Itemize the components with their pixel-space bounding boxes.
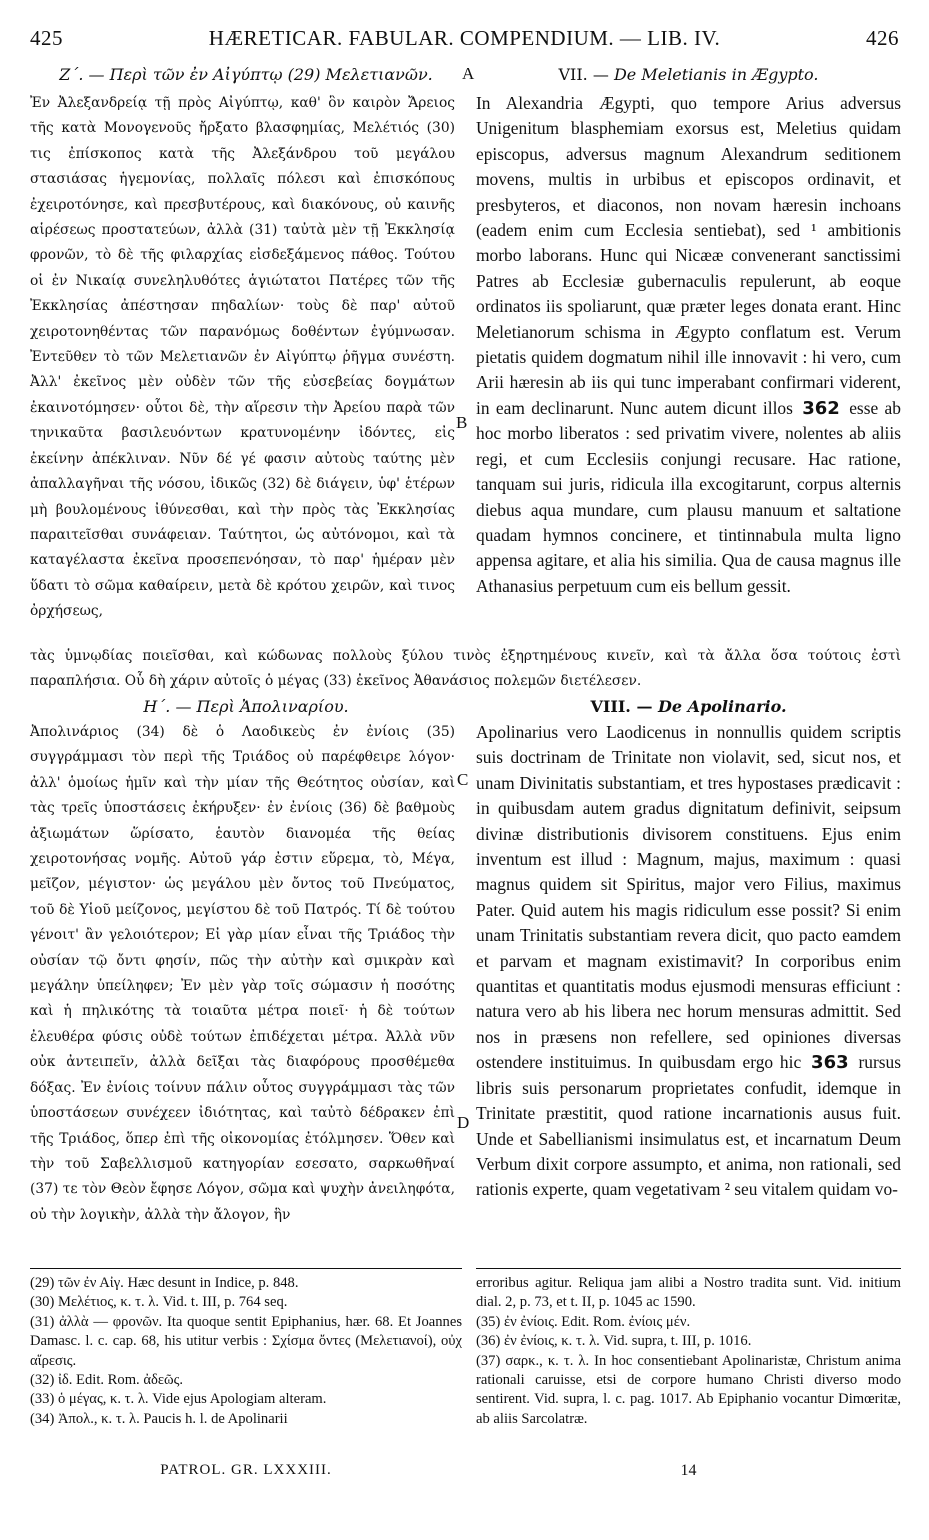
footer-right: 14 [680,1462,697,1479]
right-page-number: 426 [866,26,899,50]
footnote-31: (31) ἀλλὰ — φρονῶν. Ita quoque sentit Epiphanius, hær. 68. Et Joannes Damasc. l. c. cap. 68, his utitur verbis : Σχίσμα ὄντες (Μελετιανοί), οὐχ αἵρεσις. [30,1313,462,1369]
footnote-30: (30) Μελέτιος, κ. τ. λ. Vid. t. III, p. 764 seq. [30,1294,288,1311]
vii-latin-heading-num: VII. — [558,65,609,84]
vii-latin-column [476,91,901,599]
vii-latin-text [476,91,901,599]
viii-latin-text [476,720,901,1203]
vii-latin-text-b: esse ab hoc morbo liberatos : sed privatim vivere, nolentes ab aliis regi, et cum Ecclesiis conjungi recusare. Hac ratione, tanquam sui juris, ridicula illa excogitarunt, corpus alternis diebus aqua mundare, cum plausu manuum et saltatione quadam hymnos concinere, et tintinnabula multa ligno appensa agitare, et alia his similia. Qua de causa magnus ille Athanasius perpetuum cum eis bellum gessit. [476,397,901,596]
footnotes-left [30,1274,462,1429]
footer-left: PATROL. GR. LXXXIII. [160,1462,332,1478]
vii-greek-spanning-text: τὰς ὑμνῳδίας ποιεῖσθαι, καὶ κώδωνας πολλοὺς ξύλου τινὸς ἐξηρτημένους κινεῖν, καὶ τὰ ἄλλα ὅσα τούτοις ἐστὶ παραπλήσια. Οὗ δὴ χάριν αὐτοῖς ὁ μέγας (33) ἐκεῖνος Ἀθανάσιος πολεμῶν διετέλεσεν. [30,648,901,690]
viii-latin-heading-block [476,696,901,718]
viii-latin-heading-num: VIII. — [590,697,653,716]
footnote-35: (35) ἐν ἐνίοις. Edit. Rom. ἐνίοις μέν. [476,1313,691,1330]
viii-greek-column [30,720,455,1228]
viii-latin-heading-title: De Apolinario. [658,697,787,716]
vii-greek-text: Ἐν Ἀλεξανδρείᾳ τῇ πρὸς Αἰγύπτῳ, καθ' ὃν καιρὸν Ἄρειος τῆς κατὰ Μονογενοῦς ἤρξατο βλασφημίας, Μελέτιός (30) τις ἐπίσκοπος κατὰ τῆς Ἀλεξάνδρου τοῦ μεγάλου στασιάσας ἡγεμονίας, πολλαῖς πόλεσι καὶ ἐπισκόπους ἐχειροτόνησε, καὶ πρεσβυτέρους, καὶ διακόνους, οὐ καινῆς αἱρέσεως προστατεύων, ἀλλὰ (31) ταὐτὰ μὲν τῇ Ἐκκλησίᾳ φρονῶν, τὸ δὲ τῆς φιλαρχίας εἰσδεξάμενος πάθος. Τούτου οἱ ἐν Νικαίᾳ συνεληλυθότες ἁγιώτατοι Πατέρες τῶν τῆς Ἐκκλησίας ἀπέστησαν πηδαλίων· τοὺς δὲ παρ' αὐτοῦ χειροτονηθέντας τῶν παρανόμως δοθέντων ἐγύμνωσαν. Ἐντεῦθεν τὸ τῶν Μελετιανῶν ἐν Αἰγύπτῳ ῥῆγμα συνέστη. Ἀλλ' ἐκεῖνος μὲν οὐδὲν τῶν τῆς εὐσεβείας δογμάτων ἐκαινοτόμησεν· οὗτοι δὲ, τὴν αἵρεσιν τὴν Ἀρείου παρὰ τῶν τηνικαῦτα βασιλευόντων κρατυνομένην ἰδόντες, εἰς ἐκείνην ἀπέκλιναν. Νῦν δέ γέ φασιν αὐτοὺς ταύτης μὲν ἀπαλλαγῆναι τῆς νόσου, ἰδικῶς (32) δὲ διάγειν, ὑφ' ἑτέρων μὴ βουλομένους ἰθύνεσθαι, καὶ τὴν πρὸς τὰς Ἐκκλησίας παραιτεῖσθαι συνάφειαν. Ταύτητοι, ὡς αὐτόνομοι, καὶ τὰ καταγέλαστα ἐκεῖνα προσεπενόησαν, τὸ παρ' ἡμέραν μὲν ὕδατι τὸ σῶμα καθαίρειν, μετὰ δὲ κρότου χειρῶν, καὶ τινος ὀρχήσεως, [30,95,455,620]
left-page-number: 425 [30,26,63,50]
margin-letter-d: D [457,1113,470,1132]
vii-latin-heading-title: De Meletianis in Ægypto. [613,65,819,84]
vii-greek-heading-block [30,64,462,86]
footnotes-right-list [476,1274,901,1429]
footnote-29: (29) τῶν ἐν Αἰγ. Hæc desunt in Indice, p. 848. [30,1275,299,1291]
footnote-32: (32) ἰδ. Edit. Rom. ἀδεῶς. [30,1372,184,1389]
viii-greek-heading-block [30,696,462,718]
footnote-34: (34) Ἀπολ., κ. τ. λ. Paucis h. l. de Apolinarii [30,1410,288,1427]
viii-latin-text-b: rursus libris suis personarum proprietates confudit, idemque in Trinitate præstitit, quod ratione incarnationis ausus fuit. Unde et Sabellianismi insimulatus est, et incarnatum Deum Verbum dixit corpore assumpto, et anima, non rationali, sed rationis experte, quam vegetativam ² seu vitalem quidam vo- [476,1052,901,1200]
footnote-34-continued: erroribus agitur. Reliqua jam alibi a Nostro tradita sunt. Vid. initium dial. 2, p. 73, et t. II, p. 1045 ac 1590. [476,1275,901,1311]
vii-latin-heading [476,64,901,86]
margin-letter-c: C [457,770,469,789]
viii-greek-heading: Η΄. — Περὶ Ἀπολιναρίου. [143,697,349,716]
viii-latin-column [476,720,901,1203]
footnote-36: (36) ἐν ἐνίοις, κ. τ. λ. Vid. supra, t. III, p. 1016. [476,1333,752,1350]
margin-letter-b: B [456,413,468,432]
vii-greek-column [30,91,455,625]
footnote-rule-left [30,1268,462,1269]
footnotes-right [476,1274,901,1429]
page-header [30,26,899,56]
footnotes-left-list [30,1274,462,1429]
viii-latin-heading [476,696,901,718]
page-marker-363: 363 [811,1052,849,1074]
viii-latin-text-a: Apolinarius vero Laodicenus in nonnullis quidem scriptis suis doctrinam de Trinitate non violavit, sed, sicut nos, et unam Divinitatis substantiam, et tres hypostases prædicavit : in quibusdam autem gradus dignitatum definivit, seipsum divinæ distributionis divisorem constituens. Ejus enim inventum est illud : Magnum, majus, maximum : quasi magnus quidem sit Spiritus, major vero Filius, maximus Pater. Quid autem his magis ridiculum esse possit? Si enim unam Trinitatis substantiam revera dicit, quo pacto eamdem et parvam et magnam existimavit? In corporibus enim quantitas et quantitatis modus ejusmodi mensuras efficiunt : natura vero ab his libera nec horum mensuras admittit. Sed nos in præsens non refellere, sed opiniones diversas ostendere instituimus. In quibusdam ergo hic [476,722,901,1073]
viii-greek-text: Ἀπολινάριος (34) δὲ ὁ Λαοδικεὺς ἐν ἐνίοις (35) συγγράμμασι τὸν περὶ τῆς Τριάδος οὐ παρέφθειρε λόγον· ἀλλ' ὁμοίως ἡμῖν καὶ τὴν μίαν τῆς Θεότητος οὐσίαν, καὶ τὰς τρεῖς ὑποστάσεις ἐκήρυξεν· ἐν ἐνίοις (36) δὲ βαθμοὺς ἀξιωμάτων ὥρίσατο, ἑαυτὸν διανομέα τῆς θείας χειροτονήσας νομῆς. Αὐτοῦ γάρ ἐστιν εὕρεμα, τὸ, Μέγα, μεῖζον, μέγιστον· ὡς μεγάλου μὲν ὄντος τοῦ Πνεύματος, τοῦ δὲ Υἱοῦ μείζονος, μεγίστου δὲ τοῦ Πατρός. Τί δὲ τούτου γένοιτ' ἂν γελοιότερον; Εἰ γὰρ μίαν εἶναι τῆς Τριάδος τὴν οὐσίαν τῷ ὄντι φησίν, πῶς τὴν αὐτὴν καὶ σμικρὰν καὶ μεγάλην ὑπείληφεν; Ἐν μὲν γὰρ τοῖς σώμασιν ἡ ποσότης καὶ ἡ πηλικότης τὰ τοιαῦτα μέτρα ποιεῖ· ἡ δὲ τούτων ἐλευθέρα φύσις οὐδὲ τούτων ἐπιδέχεται μέτρα. Ἀλλὰ νῦν οὐκ ἀντειπεῖν, ἀλλὰ δεῖξαι τὰς διαφόρους προσθέμεθα δόξας. Ἐν ἐνίοις τοίνυν πάλιν οὗτος συγγράμμασι τὰς τῶν ὑποστάσεων συνέχεεν ἰδιότητας, καὶ ταὐτὸ δέδρακεν ἐπὶ τῆς Τριάδος, ὅπερ ἐπὶ τῆς οἰκονομίας ἐτόλμησεν. Ὅθεν καὶ τὴν τοῦ Σαβελλισμοῦ κατηγορίαν εσεσατο, σαρκωθῆναί (37) τε τὸν Θεὸν ἔφησε Λόγον, σῶμα καὶ ψυχὴν ἀνειληφότα, οὐ τὴν λογικὴν, ἀλλὰ τὴν ἄλογον, ἣν [30,724,455,1223]
vii-latin-heading-block [476,64,901,86]
footnote-rule-right [476,1268,901,1269]
vii-latin-text-a: In Alexandria Ægypti, quo tempore Arius adversus Unigenitum blasphemiam exorsus est, Meletius quidam episcopus, adversus magnum Alexandrum seditionem movens, multis in urbibus et episcopos ordinavit, et presbyteros, et diaconos, non novam hæresin inchoans (eadem enim cum Ecclesia sentiebat), sed ¹ ambitionis morbo laborans. Hunc qui Nicææ convenerant sanctissimi Patres ab Ecclesiæ gubernaculis repulerunt, ab eoque ordinatos iis spoliarunt, quæ præter leges donata erant. Hinc Meletianorum schisma in Ægypto conflatum est. Verum pietatis quidem dogmatum nihil ille innovavit : hi vero, cum Arii hæresin ab iis qui tunc imperabant confirmari viderent, in eam declinarunt. Nunc autem dicunt illos [476,93,901,418]
running-title: HÆRETICAR. FABULAR. COMPENDIUM. — LIB. IV. [208,26,721,50]
vii-greek-heading: Ζ΄. — Περὶ τῶν ἐν Αἰγύπτῳ (29) Μελετιανῶν. [59,65,433,84]
footnote-33: (33) ὁ μέγας, κ. τ. λ. Vide ejus Apologiam alteram. [30,1391,327,1408]
footnote-37: (37) σαρκ., κ. τ. λ. In hoc consentiebant Apolinaristæ, Christum anima rationali caruisse, etsi de corpore humano Christi diverso modo sentirent. Vid. supra, l. c. pag. 1017. Ab Epiphanio vocantur Dimœritæ, ab aliis Sarcolatræ. [476,1352,901,1427]
page-marker-362: 362 [802,397,840,419]
margin-letter-a: A [462,64,475,83]
